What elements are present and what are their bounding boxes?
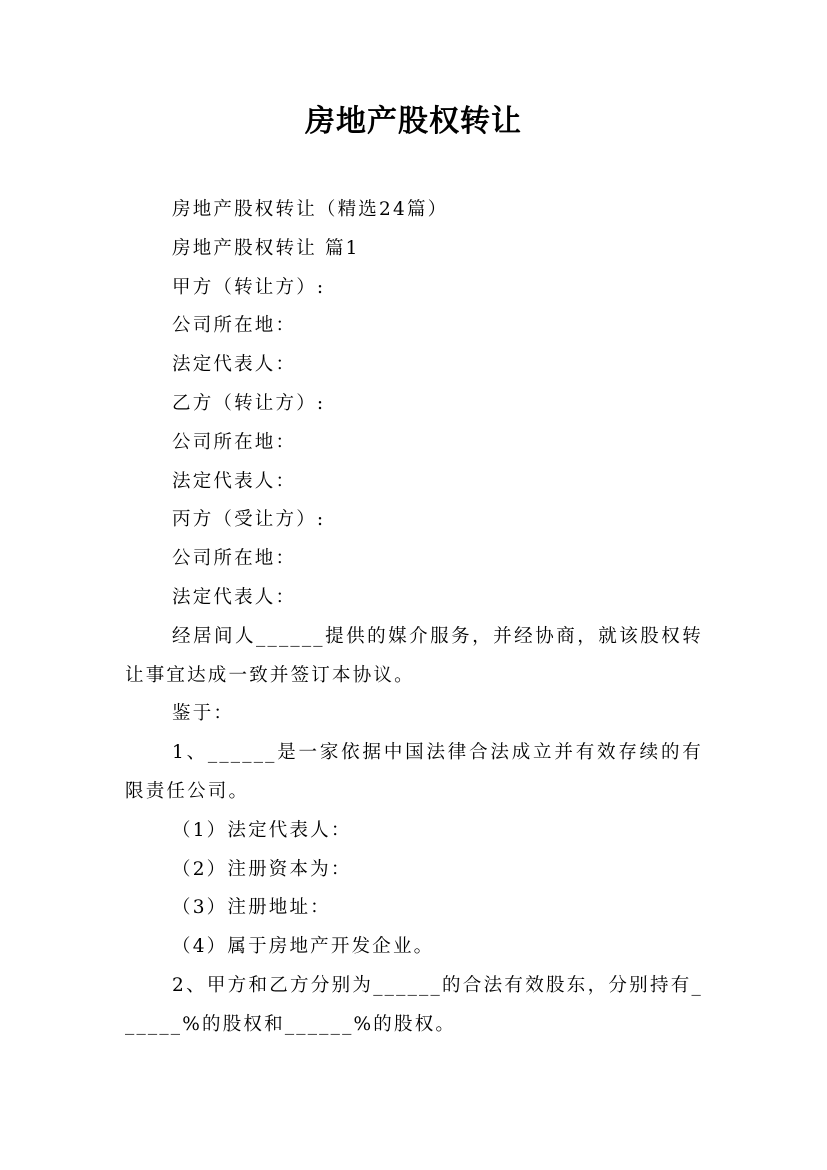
document-title: 房地产股权转让 xyxy=(305,104,522,139)
paragraph-item-1-4: （4）属于房地产开发企业。 xyxy=(172,936,435,958)
paragraph-party-b-representative: 法定代表人： xyxy=(172,470,297,492)
paragraph-party-a-address: 公司所在地： xyxy=(172,315,297,337)
paragraph-item-1-1: （1）法定代表人： xyxy=(172,819,352,841)
paragraph-item-1-3: （3）注册地址： xyxy=(172,897,331,919)
paragraph-item-1-2: （2）注册资本为： xyxy=(172,858,352,880)
paragraph-party-c-representative: 法定代表人： xyxy=(172,586,297,608)
paragraph-party-c: 丙方（受让方）: xyxy=(172,509,326,531)
paragraph-party-b-address: 公司所在地： xyxy=(172,431,297,453)
paragraph-party-c-address: 公司所在地： xyxy=(172,548,297,570)
paragraph-item-1: 1、______是一家依据中国法律合法成立并有效存续的有限责任公司。 xyxy=(125,742,703,802)
paragraph-intermediary: 经居间人______提供的媒介服务，并经协商，就该股权转让事宜达成一致并签订本协议。 xyxy=(125,625,703,686)
document-body xyxy=(125,191,703,1045)
paragraph-item-2: 2、甲方和乙方分别为______的合法有效股东，分别持有______%的股权和______%的股权。 xyxy=(125,974,703,1035)
paragraph-subtitle: 房地产股权转让（精选24篇） xyxy=(172,199,449,220)
paragraph-party-a-representative: 法定代表人： xyxy=(172,354,297,376)
paragraph-whereas: 鉴于： xyxy=(172,703,235,725)
paragraph-party-a: 甲方（转让方）: xyxy=(172,276,326,298)
paragraph-party-b: 乙方（转让方）: xyxy=(172,392,326,414)
paragraph-section-heading: 房地产股权转让 篇1 xyxy=(172,237,360,259)
